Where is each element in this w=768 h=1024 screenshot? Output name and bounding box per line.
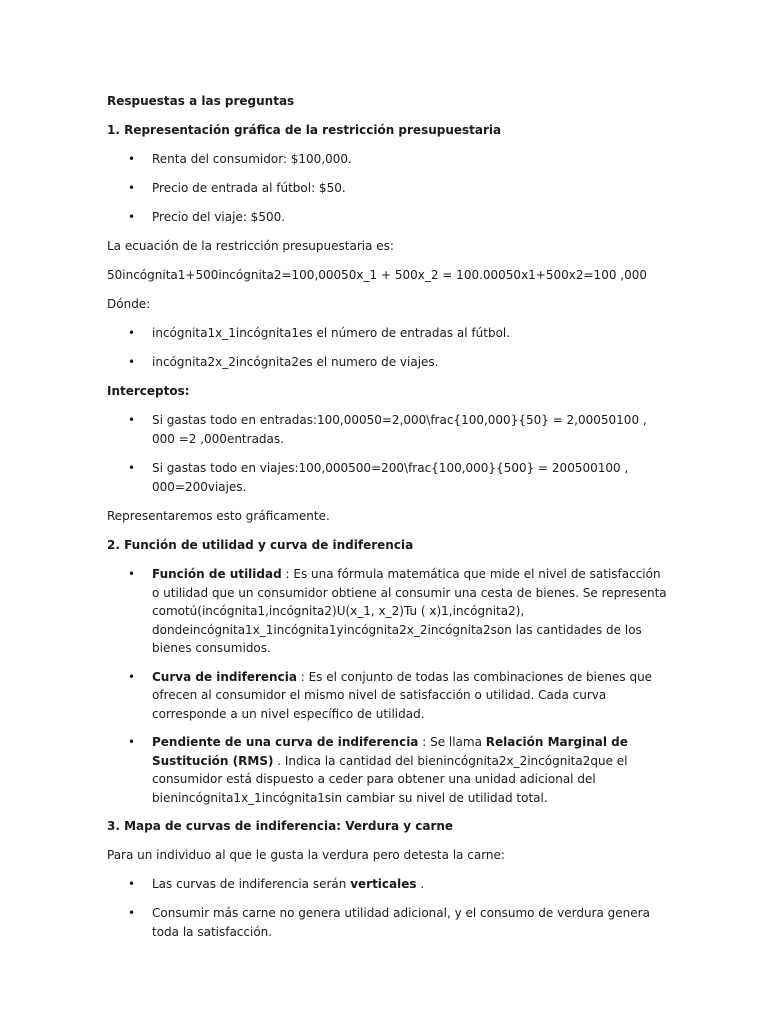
definition-text: : Es una fórmula matemática que mide el nivel de satisfacción o utilidad que un consumidor obtiene al consumir una cesta de bienes. Se representa comotú(incógnita1,incógnita2)U(x_1, x_2)Tu ( x)1,incógnita2), dondeincógnita1x_1incógnita1yincógnita2x_2incógnita2son las cantidades de los bienes consumidos. xyxy=(152,567,667,655)
intercepts-heading: Interceptos: xyxy=(107,384,190,398)
section-3-intro: Para un individuo al que le gusta la verdura pero detesta la carne: xyxy=(107,848,505,862)
list-item: • Si gastas todo en entradas:100,00050=2,000\frac{100,000}{50} = 2,00050100 , 000 =2 ,000entradas. xyxy=(107,411,667,449)
list-item: • incógnita1x_1incógnita1es el número de entradas al fútbol. xyxy=(107,324,667,343)
section-3-heading: 3. Mapa de curvas de indiferencia: Verdura y carne xyxy=(107,819,454,833)
item-text: . xyxy=(416,877,425,891)
definition-text: . Indica la cantidad del bienincógnita2x_2incógnita2que el consumidor está dispuesto a ceder para obtener una unidad adicional del bienincógnita1x_1incógnita1sin cambiar su nivel de utilidad total. xyxy=(152,753,628,805)
intercepts-list xyxy=(107,411,667,497)
list-item: • Consumir más carne no genera utilidad adicional, y el consumo de verdura genera toda la satisfacción. xyxy=(107,904,667,942)
section-1-heading: 1. Representación gráfica de la restricción presupuestaria xyxy=(107,123,502,137)
term-rms: Relación Marginal de Sustitución (RMS) xyxy=(152,735,628,768)
budget-equation: 50incógnita1+500incógnita2=100,00050x_1 + 500x_2 = 100.00050x1+500x2=100 ,000 xyxy=(107,268,647,282)
term-vertical: verticales xyxy=(350,877,417,891)
preference-list xyxy=(107,875,667,942)
list-item: • incógnita2x_2incógnita2es el numero de viajes. xyxy=(107,353,667,372)
item-text: Las curvas de indiferencia serán xyxy=(152,877,351,891)
section-2-heading: 2. Función de utilidad y curva de indiferencia xyxy=(107,538,414,552)
list-item: • Precio de entrada al fútbol: $50. xyxy=(107,179,667,198)
definition-text: : Se llama xyxy=(418,735,486,749)
list-item xyxy=(107,565,667,658)
list-item xyxy=(107,875,667,894)
definition-text: : Es el conjunto de todas las combinaciones de bienes que ofrecen al consumidor el mismo nivel de satisfacción o utilidad. Cada curva corresponde a un nivel específico de utilidad. xyxy=(152,669,653,721)
budget-data-list xyxy=(107,150,667,227)
variables-list xyxy=(107,324,667,372)
list-item xyxy=(107,668,667,724)
document-title: Respuestas a las preguntas xyxy=(107,94,295,108)
term-slope: Pendiente de una curva de indiferencia xyxy=(152,735,419,749)
closing-text: Representaremos esto gráficamente. xyxy=(107,509,330,523)
term-utility-function: Función de utilidad xyxy=(152,567,282,581)
equation-intro: La ecuación de la restricción presupuestaria es: xyxy=(107,239,394,253)
list-item: • Precio del viaje: $500. xyxy=(107,208,667,227)
list-item xyxy=(107,733,667,807)
document-body xyxy=(107,92,667,952)
list-item: • Renta del consumidor: $100,000. xyxy=(107,150,667,169)
list-item: • Si gastas todo en viajes:100,000500=200\frac{100,000}{500} = 200500100 , 000=200viajes. xyxy=(107,459,667,497)
donde-label: Dónde: xyxy=(107,297,151,311)
term-indifference-curve: Curva de indiferencia xyxy=(152,669,297,684)
utility-definitions-list xyxy=(107,565,667,807)
